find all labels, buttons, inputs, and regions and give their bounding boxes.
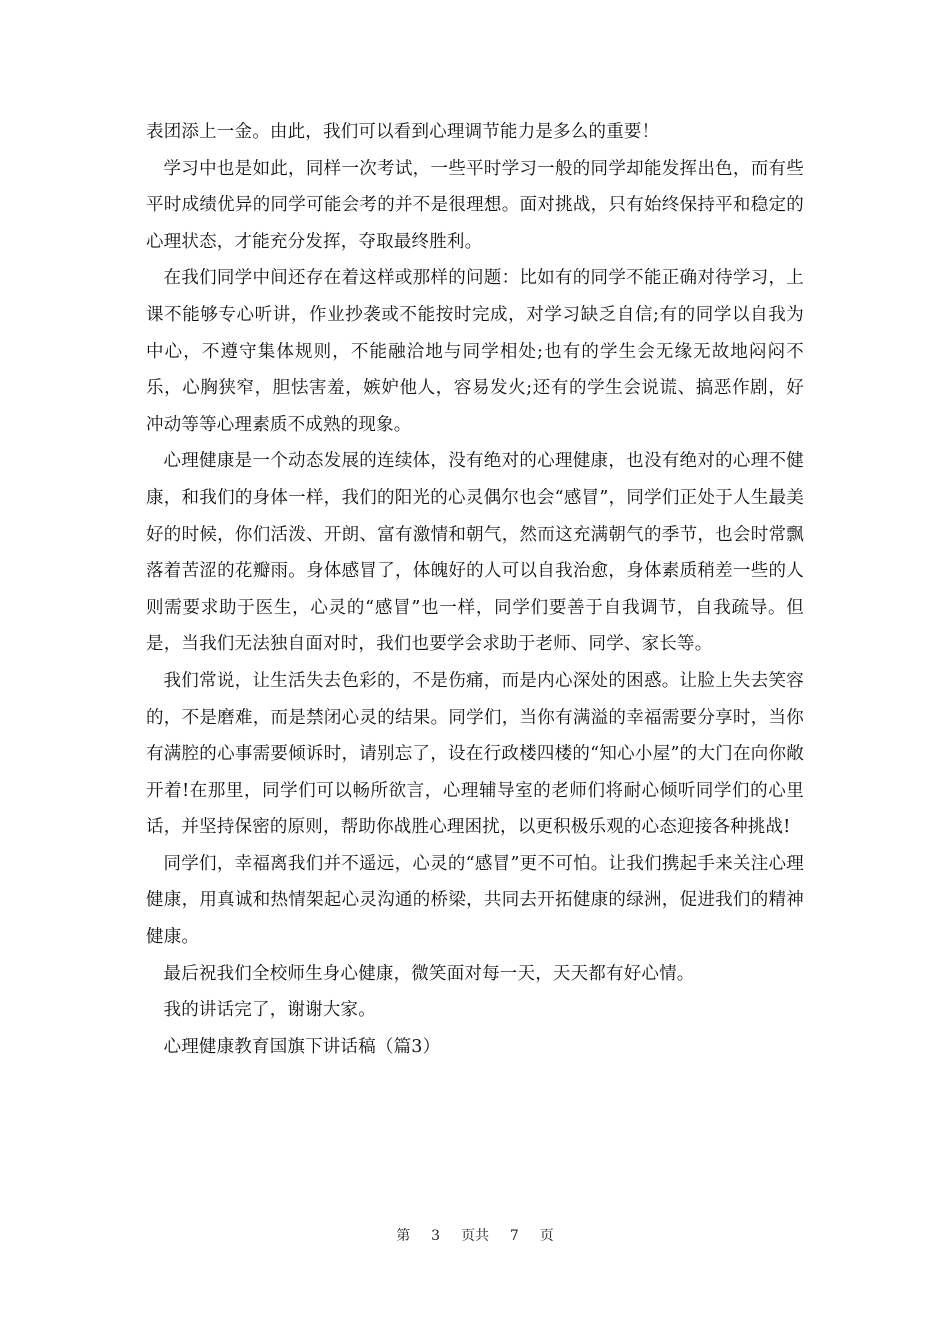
paragraph: 同学们，幸福离我们并不遥远，心灵的“感冒”更不可怕。让我们携起手来关注心理健康，用真诚和热情架起心灵沟通的桥梁，共同去开拓健康的绿洲，促进我们的精神健康。 (146, 853, 804, 948)
page-footer (0, 1226, 950, 1246)
paragraph: 最后祝我们全校师生身心健康，微笑面对每一天，天天都有好心情。 (163, 963, 695, 984)
section-heading: 心理健康教育国旗下讲话稿（篇3） (163, 1036, 441, 1057)
paragraph: 在我们同学中间还存在着这样或那样的问题：比如有的同学不能正确对待学习，上课不能够专心听讲，作业抄袭或不能按时完成，对学习缺乏自信;有的同学以自我为中心，不遵守集体规则，不能融洽地与同学相处;也有的学生会无缘无故地闷闷不乐，心胸狭窄，胆怯害羞，嫉妒他人，容易发火;还有的学生会说谎、搞恶作剧，好冲动等等心理素质不成熟的现象。 (146, 268, 804, 435)
footer-current-page: 3 (431, 1228, 441, 1244)
document-body (146, 114, 804, 1065)
footer-suffix: 页 (539, 1228, 554, 1244)
paragraph: 我们常说，让生活失去色彩的，不是伤痛，而是内心深处的困惑。让脸上失去笑容的，不是磨难，而是禁闭心灵的结果。同学们，当你有满溢的幸福需要分享时，当你有满腔的心事需要倾诉时，请别忘了，设在行政楼四楼的“知心小屋”的大门在向你敞开着!在那里，同学们可以畅所欲言，心理辅导室的老师们将耐心倾听同学们的心里话，并坚持保密的原则，帮助你战胜心理困扰，以更积极乐观的心态迎接各种挑战! (146, 670, 804, 838)
footer-prefix: 第 (396, 1228, 411, 1244)
paragraph: 学习中也是如此，同样一次考试，一些平时学习一般的同学却能发挥出色，而有些平时成绩优异的同学可能会考的并不是很理想。面对挑战，只有始终保持平和稳定的心理状态，才能充分发挥，夺取最终胜利。 (146, 158, 804, 252)
paragraph: 心理健康是一个动态发展的连续体，没有绝对的心理健康，也没有绝对的心理不健康，和我们的身体一样，我们的阳光的心灵偶尔也会“感冒”，同学们正处于人生最美好的时候，你们活泼、开朗、富有激情和朝气，然而这充满朝气的季节，也会时常飘落着苦涩的花瓣雨。身体感冒了，体魄好的人可以自我治愈，身体素质稍差一些的人则需要求助于医生，心灵的“感冒”也一样，同学们要善于自我调节，自我疏导。但是，当我们无法独自面对时，我们也要学会求助于老师、同学、家长等。 (146, 451, 804, 655)
paragraph: 我的讲话完了，谢谢大家。 (163, 1000, 376, 1021)
paragraph: 表团添上一金。由此，我们可以看到心理调节能力是多么的重要！ (146, 122, 660, 142)
footer-middle: 页共 (461, 1228, 489, 1244)
footer-total-pages: 7 (509, 1228, 519, 1244)
